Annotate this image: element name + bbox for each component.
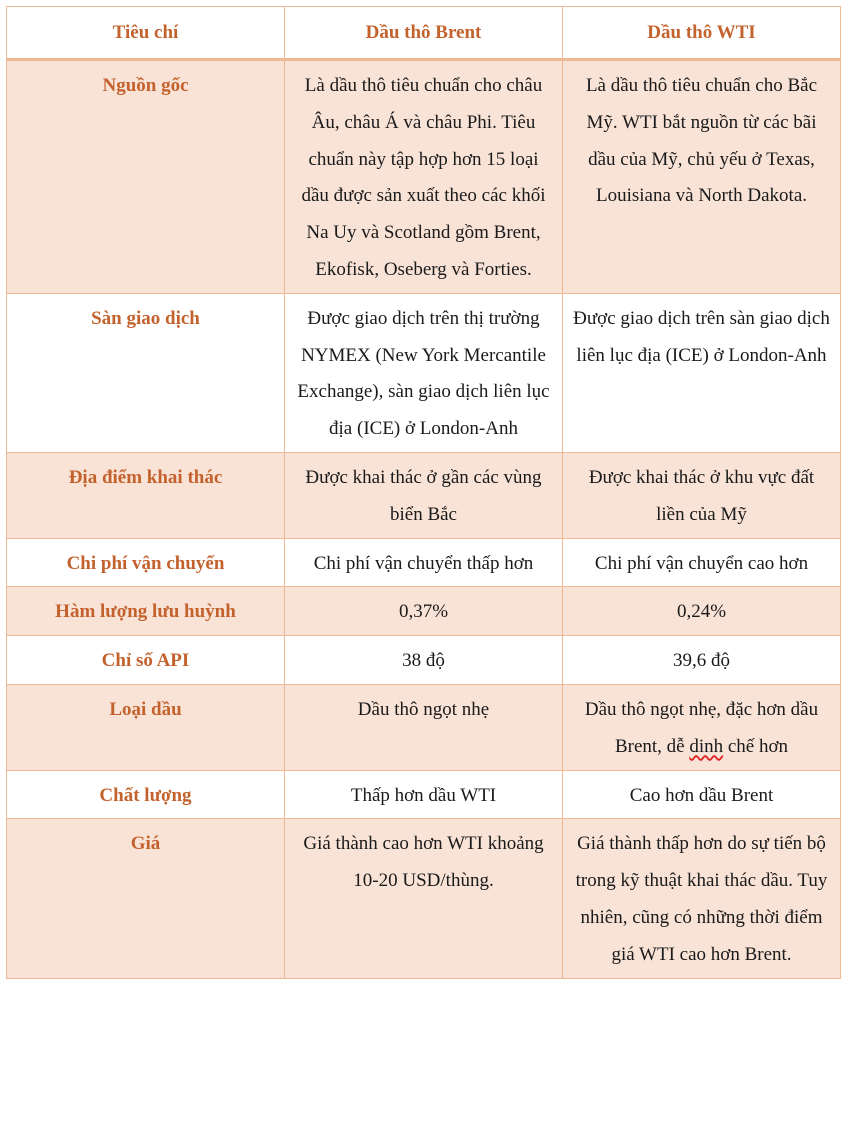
wti-cell: Được giao dịch trên sàn giao dịch liên lục địa (ICE) ở London-Anh xyxy=(563,293,841,452)
brent-cell: 38 độ xyxy=(285,636,563,685)
brent-cell: Được khai thác ở gần các vùng biển Bắc xyxy=(285,452,563,538)
wti-cell: 39,6 độ xyxy=(563,636,841,685)
row-oil-type xyxy=(7,684,841,770)
row-price xyxy=(7,819,841,978)
brent-cell: Dầu thô ngọt nhẹ xyxy=(285,684,563,770)
wti-cell: Là dầu thô tiêu chuẩn cho Bắc Mỹ. WTI bắt nguồn từ các bãi dầu của Mỹ, chủ yếu ở Texas, Louisiana và North Dakota. xyxy=(563,60,841,294)
comparison-table xyxy=(6,6,841,979)
criterion-cell: Loại dầu xyxy=(7,684,285,770)
criterion-cell: Chất lượng xyxy=(7,770,285,819)
wti-text-before: Dầu thô ngọt nhẹ, đặc hơn dầu Brent, dễ xyxy=(584,698,819,757)
criterion-cell: Nguồn gốc xyxy=(7,60,285,294)
row-api-gravity xyxy=(7,636,841,685)
row-quality xyxy=(7,770,841,819)
wti-cell: 0,24% xyxy=(563,587,841,636)
wti-cell: Chi phí vận chuyển cao hơn xyxy=(563,538,841,587)
row-origin xyxy=(7,60,841,294)
criterion-cell: Địa điểm khai thác xyxy=(7,452,285,538)
criterion-cell: Chỉ số API xyxy=(7,636,285,685)
brent-cell: Được giao dịch trên thị trường NYMEX (New York Mercantile Exchange), sàn giao dịch liên lục địa (ICE) ở London-Anh xyxy=(285,293,563,452)
wti-text-after: chế hơn xyxy=(723,735,789,757)
row-extraction-location xyxy=(7,452,841,538)
spellcheck-flagged-word: dinh xyxy=(689,735,724,757)
row-sulfur-content xyxy=(7,587,841,636)
wti-cell: Giá thành thấp hơn do sự tiến bộ trong kỹ thuật khai thác dầu. Tuy nhiên, cũng có những thời điểm giá WTI cao hơn Brent. xyxy=(563,819,841,978)
header-wti: Dầu thô WTI xyxy=(563,7,841,60)
row-exchange xyxy=(7,293,841,452)
brent-cell: Thấp hơn dầu WTI xyxy=(285,770,563,819)
row-shipping-cost xyxy=(7,538,841,587)
wti-cell: Cao hơn dầu Brent xyxy=(563,770,841,819)
header-criterion: Tiêu chí xyxy=(7,7,285,60)
brent-cell: Chi phí vận chuyển thấp hơn xyxy=(285,538,563,587)
header-row xyxy=(7,7,841,60)
criterion-cell: Sàn giao dịch xyxy=(7,293,285,452)
criterion-cell: Giá xyxy=(7,819,285,978)
criterion-cell: Chi phí vận chuyển xyxy=(7,538,285,587)
brent-cell: Giá thành cao hơn WTI khoảng 10-20 USD/thùng. xyxy=(285,819,563,978)
header-brent: Dầu thô Brent xyxy=(285,7,563,60)
wti-cell: Được khai thác ở khu vực đất liền của Mỹ xyxy=(563,452,841,538)
brent-cell: 0,37% xyxy=(285,587,563,636)
brent-cell: Là dầu thô tiêu chuẩn cho châu Âu, châu Á và châu Phi. Tiêu chuẩn này tập hợp hơn 15 loại dầu được sản xuất theo các khối Na Uy và Scotland gồm Brent, Ekofisk, Oseberg và Forties. xyxy=(285,60,563,294)
wti-cell xyxy=(563,684,841,770)
criterion-cell: Hàm lượng lưu huỳnh xyxy=(7,587,285,636)
